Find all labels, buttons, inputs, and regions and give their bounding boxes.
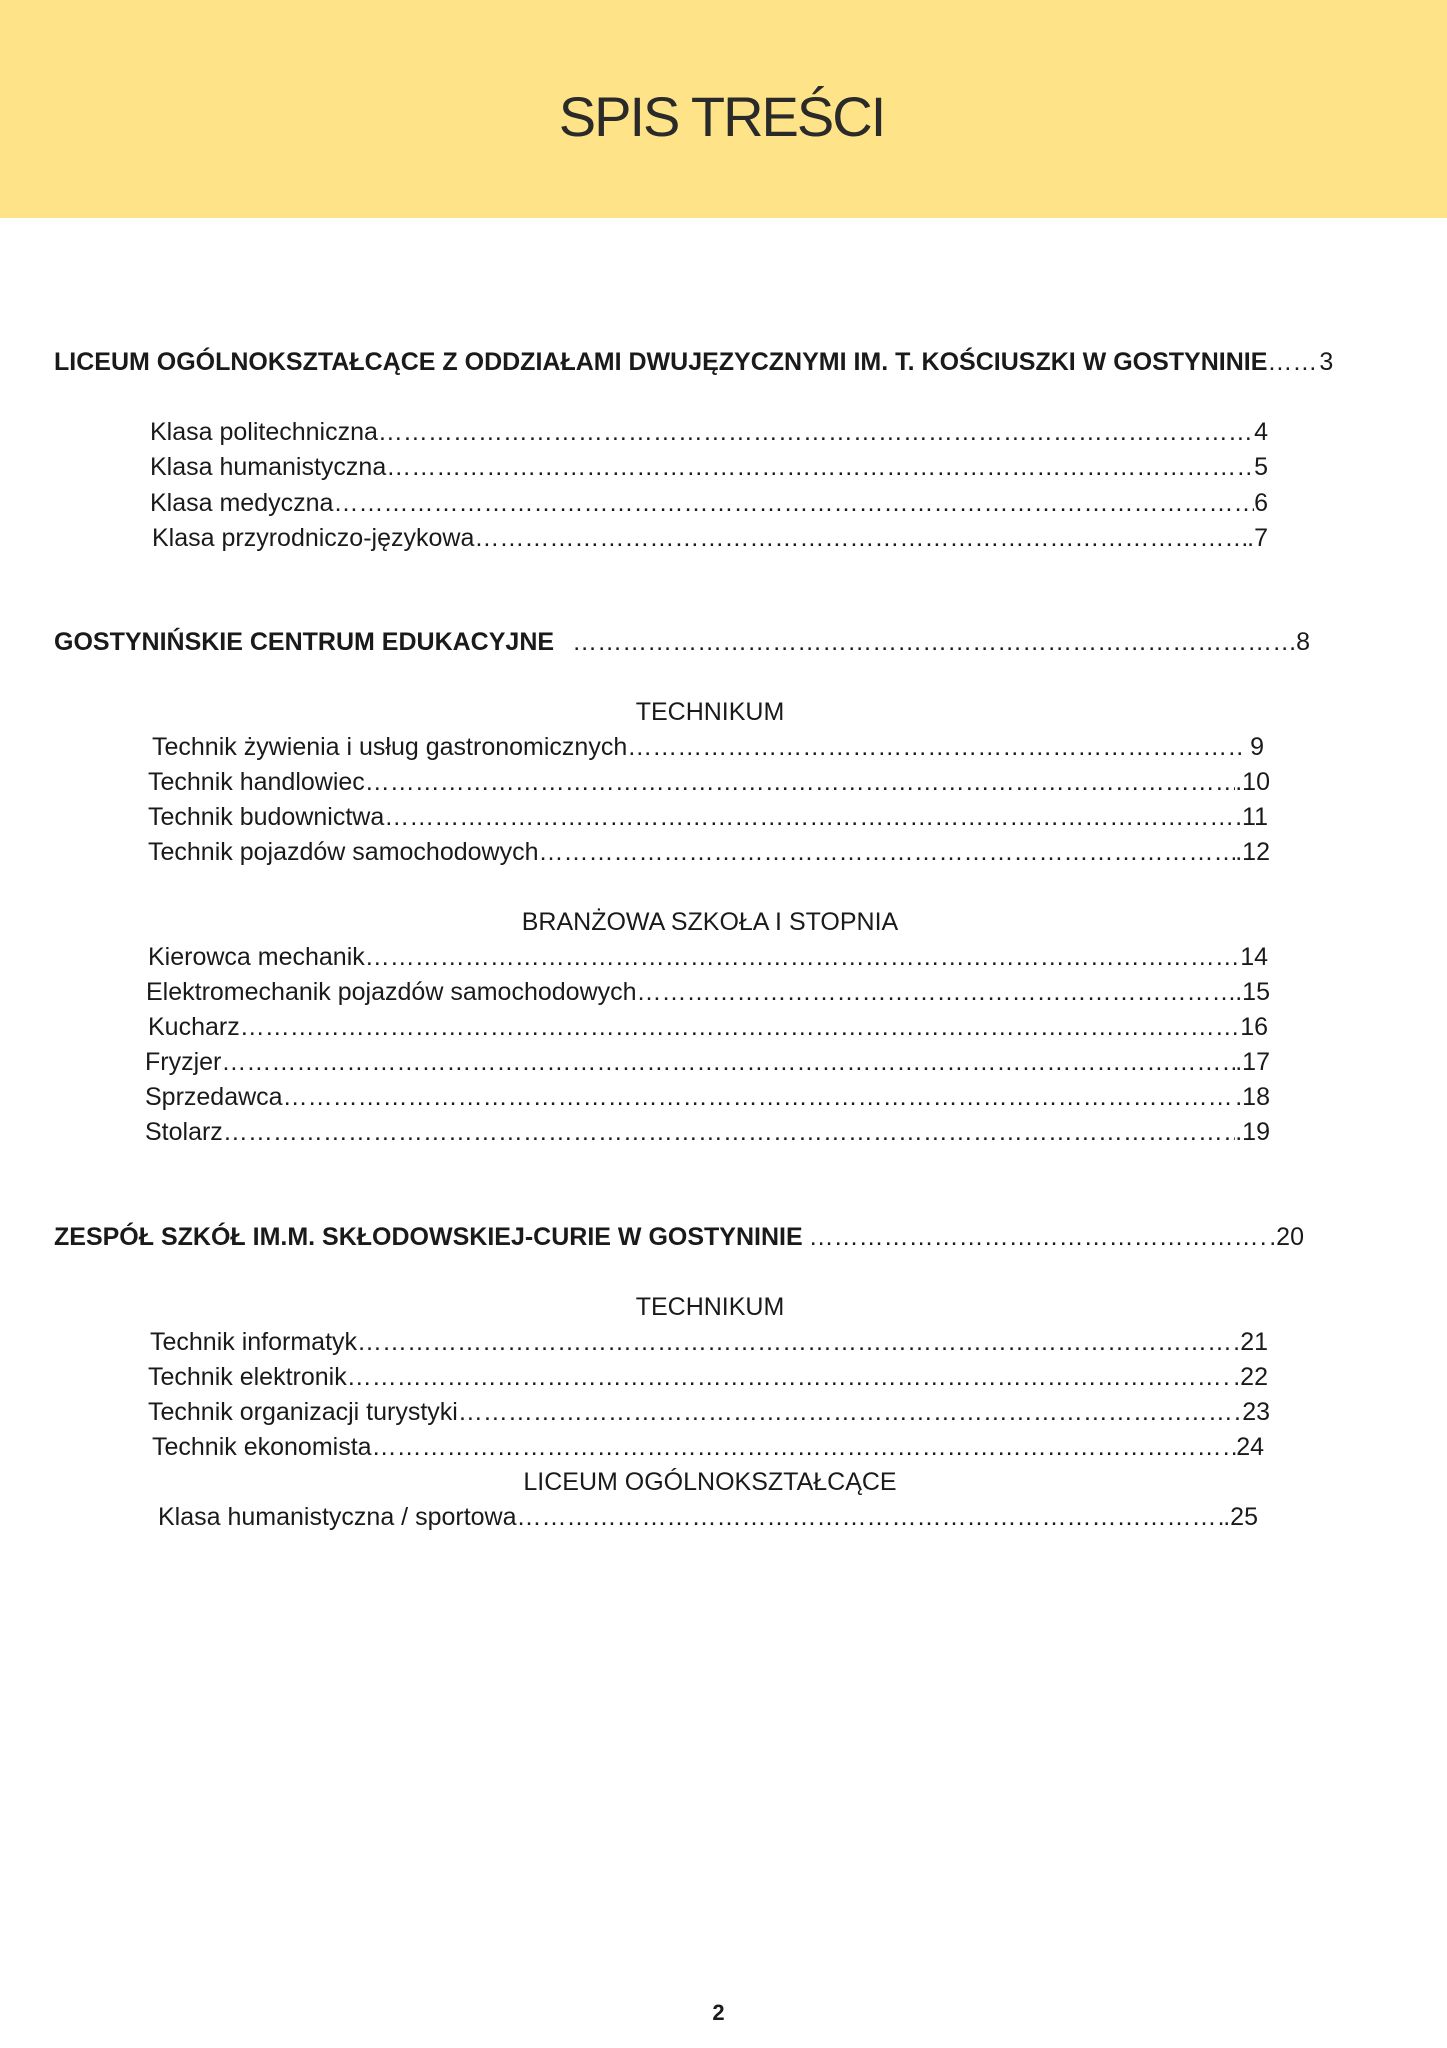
toc-page-number: 24 <box>1236 1433 1264 1461</box>
toc-label: Technik handlowiec <box>148 768 365 796</box>
toc-page-number: 3 <box>1319 348 1334 376</box>
toc-item[interactable] <box>148 1360 1268 1394</box>
toc-leader-dots <box>221 1045 1235 1079</box>
toc-leader-dots <box>809 1220 1270 1254</box>
toc-leader-dots <box>539 835 1236 869</box>
toc-page-number: .11 <box>1235 803 1268 831</box>
toc-page-number: . 9 <box>1236 733 1264 761</box>
toc-item[interactable] <box>146 975 1270 1009</box>
toc-leader-dots <box>572 625 1289 659</box>
toc-leader-dots <box>458 1395 1242 1429</box>
toc-item[interactable] <box>158 1500 1258 1534</box>
toc-item[interactable] <box>150 486 1268 520</box>
toc-page-number: 14 <box>1240 943 1268 971</box>
toc-leader-dots <box>357 1325 1240 1359</box>
toc-page-number: 16 <box>1240 1013 1268 1041</box>
toc-page-number: .18 <box>1235 1083 1270 1111</box>
toc-label: Klasa przyrodniczo-językowa <box>152 524 475 552</box>
toc-leader-dots <box>1267 345 1319 379</box>
toc-label: Technik organizacji turystyki <box>148 1398 458 1426</box>
toc-page-number: .7 <box>1247 524 1268 552</box>
toc-item[interactable] <box>148 940 1268 974</box>
toc-label: ZESPÓŁ SZKÓŁ IM.M. SKŁODOWSKIEJ-CURIE W GOSTYNINIE <box>54 1223 803 1251</box>
toc-school-gce[interactable] <box>54 625 1310 659</box>
toc-page-number: .8 <box>1289 628 1310 656</box>
toc-leader-dots <box>474 521 1247 555</box>
toc-page-number: .17 <box>1235 1048 1270 1076</box>
section-heading-liceum: LICEUM OGÓLNOKSZTAŁCĄCE <box>523 1468 897 1496</box>
toc-label: Technik informatyk <box>150 1328 358 1356</box>
toc-leader-dots <box>637 975 1236 1009</box>
toc-page-number: .19 <box>1235 1118 1270 1146</box>
toc-leader-dots <box>517 1500 1224 1534</box>
toc-label: Klasa humanistyczna <box>150 453 387 481</box>
toc-item[interactable] <box>148 835 1270 869</box>
toc-leader-dots <box>627 730 1236 764</box>
toc-item[interactable] <box>148 765 1270 799</box>
toc-label: Stolarz <box>145 1118 223 1146</box>
toc-school-zs-curie[interactable] <box>54 1220 1304 1254</box>
toc-item[interactable] <box>152 521 1268 555</box>
toc-page-number: .20 <box>1269 1223 1304 1251</box>
toc-leader-dots <box>365 765 1235 799</box>
toc-label: Klasa medyczna <box>150 489 334 517</box>
header-band <box>0 0 1447 218</box>
toc-leader-dots <box>386 450 1254 484</box>
page-title: SPIS TREŚCI <box>558 85 885 148</box>
toc-label: Technik żywienia i usług gastronomicznych <box>152 733 628 761</box>
toc-label: Klasa humanistyczna / sportowa <box>158 1503 517 1531</box>
toc-label: LICEUM OGÓLNOKSZTAŁCĄCE Z ODDZIAŁAMI DWUJĘZYCZNYMI IM. T. KOŚCIUSZKI W GOSTYNINIE <box>54 348 1268 376</box>
toc-page-number: 21 <box>1240 1328 1268 1356</box>
toc-item[interactable] <box>145 1115 1270 1149</box>
toc-item[interactable] <box>150 1325 1268 1359</box>
section-heading-technikum: TECHNIKUM <box>635 698 785 726</box>
toc-leader-dots <box>378 415 1254 449</box>
toc-page-number: .15 <box>1235 978 1270 1006</box>
toc-leader-dots <box>384 800 1235 834</box>
toc-leader-dots <box>365 940 1240 974</box>
toc-item[interactable] <box>152 730 1264 764</box>
toc-label: Sprzedawca <box>145 1083 283 1111</box>
toc-label: Technik ekonomista <box>152 1433 372 1461</box>
toc-item[interactable] <box>152 1430 1264 1464</box>
toc-page-number: 6 <box>1254 489 1268 517</box>
toc-label: Kierowca mechanik <box>148 943 365 971</box>
toc-label: Fryzjer <box>145 1048 222 1076</box>
toc-item[interactable] <box>145 1045 1270 1079</box>
toc-item[interactable] <box>148 1395 1270 1429</box>
toc-leader-dots <box>333 486 1254 520</box>
toc-label: Technik pojazdów samochodowych <box>148 838 539 866</box>
toc-label: Technik budownictwa <box>148 803 385 831</box>
section-heading-technikum: TECHNIKUM <box>635 1293 785 1321</box>
toc-item[interactable] <box>150 450 1268 484</box>
toc-item[interactable] <box>148 800 1268 834</box>
toc-leader-dots <box>223 1115 1235 1149</box>
toc-label: Kucharz <box>148 1013 240 1041</box>
toc-leader-dots <box>347 1360 1234 1394</box>
toc-label: Elektromechanik pojazdów samochodowych <box>146 978 637 1006</box>
toc-page-number: 23 <box>1242 1398 1270 1426</box>
toc-page-number: .10 <box>1235 768 1270 796</box>
toc-page-number: 5 <box>1254 453 1268 481</box>
toc-item[interactable] <box>148 1010 1268 1044</box>
toc-page-number: 4 <box>1254 418 1268 446</box>
toc-page-number: .22 <box>1233 1363 1268 1391</box>
footer-page-number: 2 <box>712 2000 725 2025</box>
section-heading-branzowa: BRANŻOWA SZKOŁA I STOPNIA <box>521 908 899 936</box>
toc-item[interactable] <box>150 415 1268 449</box>
toc-label: Technik elektronik <box>148 1363 347 1391</box>
toc-page-number: .12 <box>1235 838 1270 866</box>
toc-leader-dots <box>372 1430 1237 1464</box>
toc-leader-dots <box>283 1080 1236 1114</box>
toc-label: Klasa politechniczna <box>150 418 378 446</box>
toc-school-liceum-kosciuszki[interactable] <box>54 345 1334 379</box>
toc-item[interactable] <box>145 1080 1270 1114</box>
toc-leader-dots <box>240 1010 1240 1044</box>
toc-label: GOSTYNIŃSKIE CENTRUM EDUKACYJNE <box>54 628 555 656</box>
toc-page-number: .25 <box>1223 1503 1258 1531</box>
